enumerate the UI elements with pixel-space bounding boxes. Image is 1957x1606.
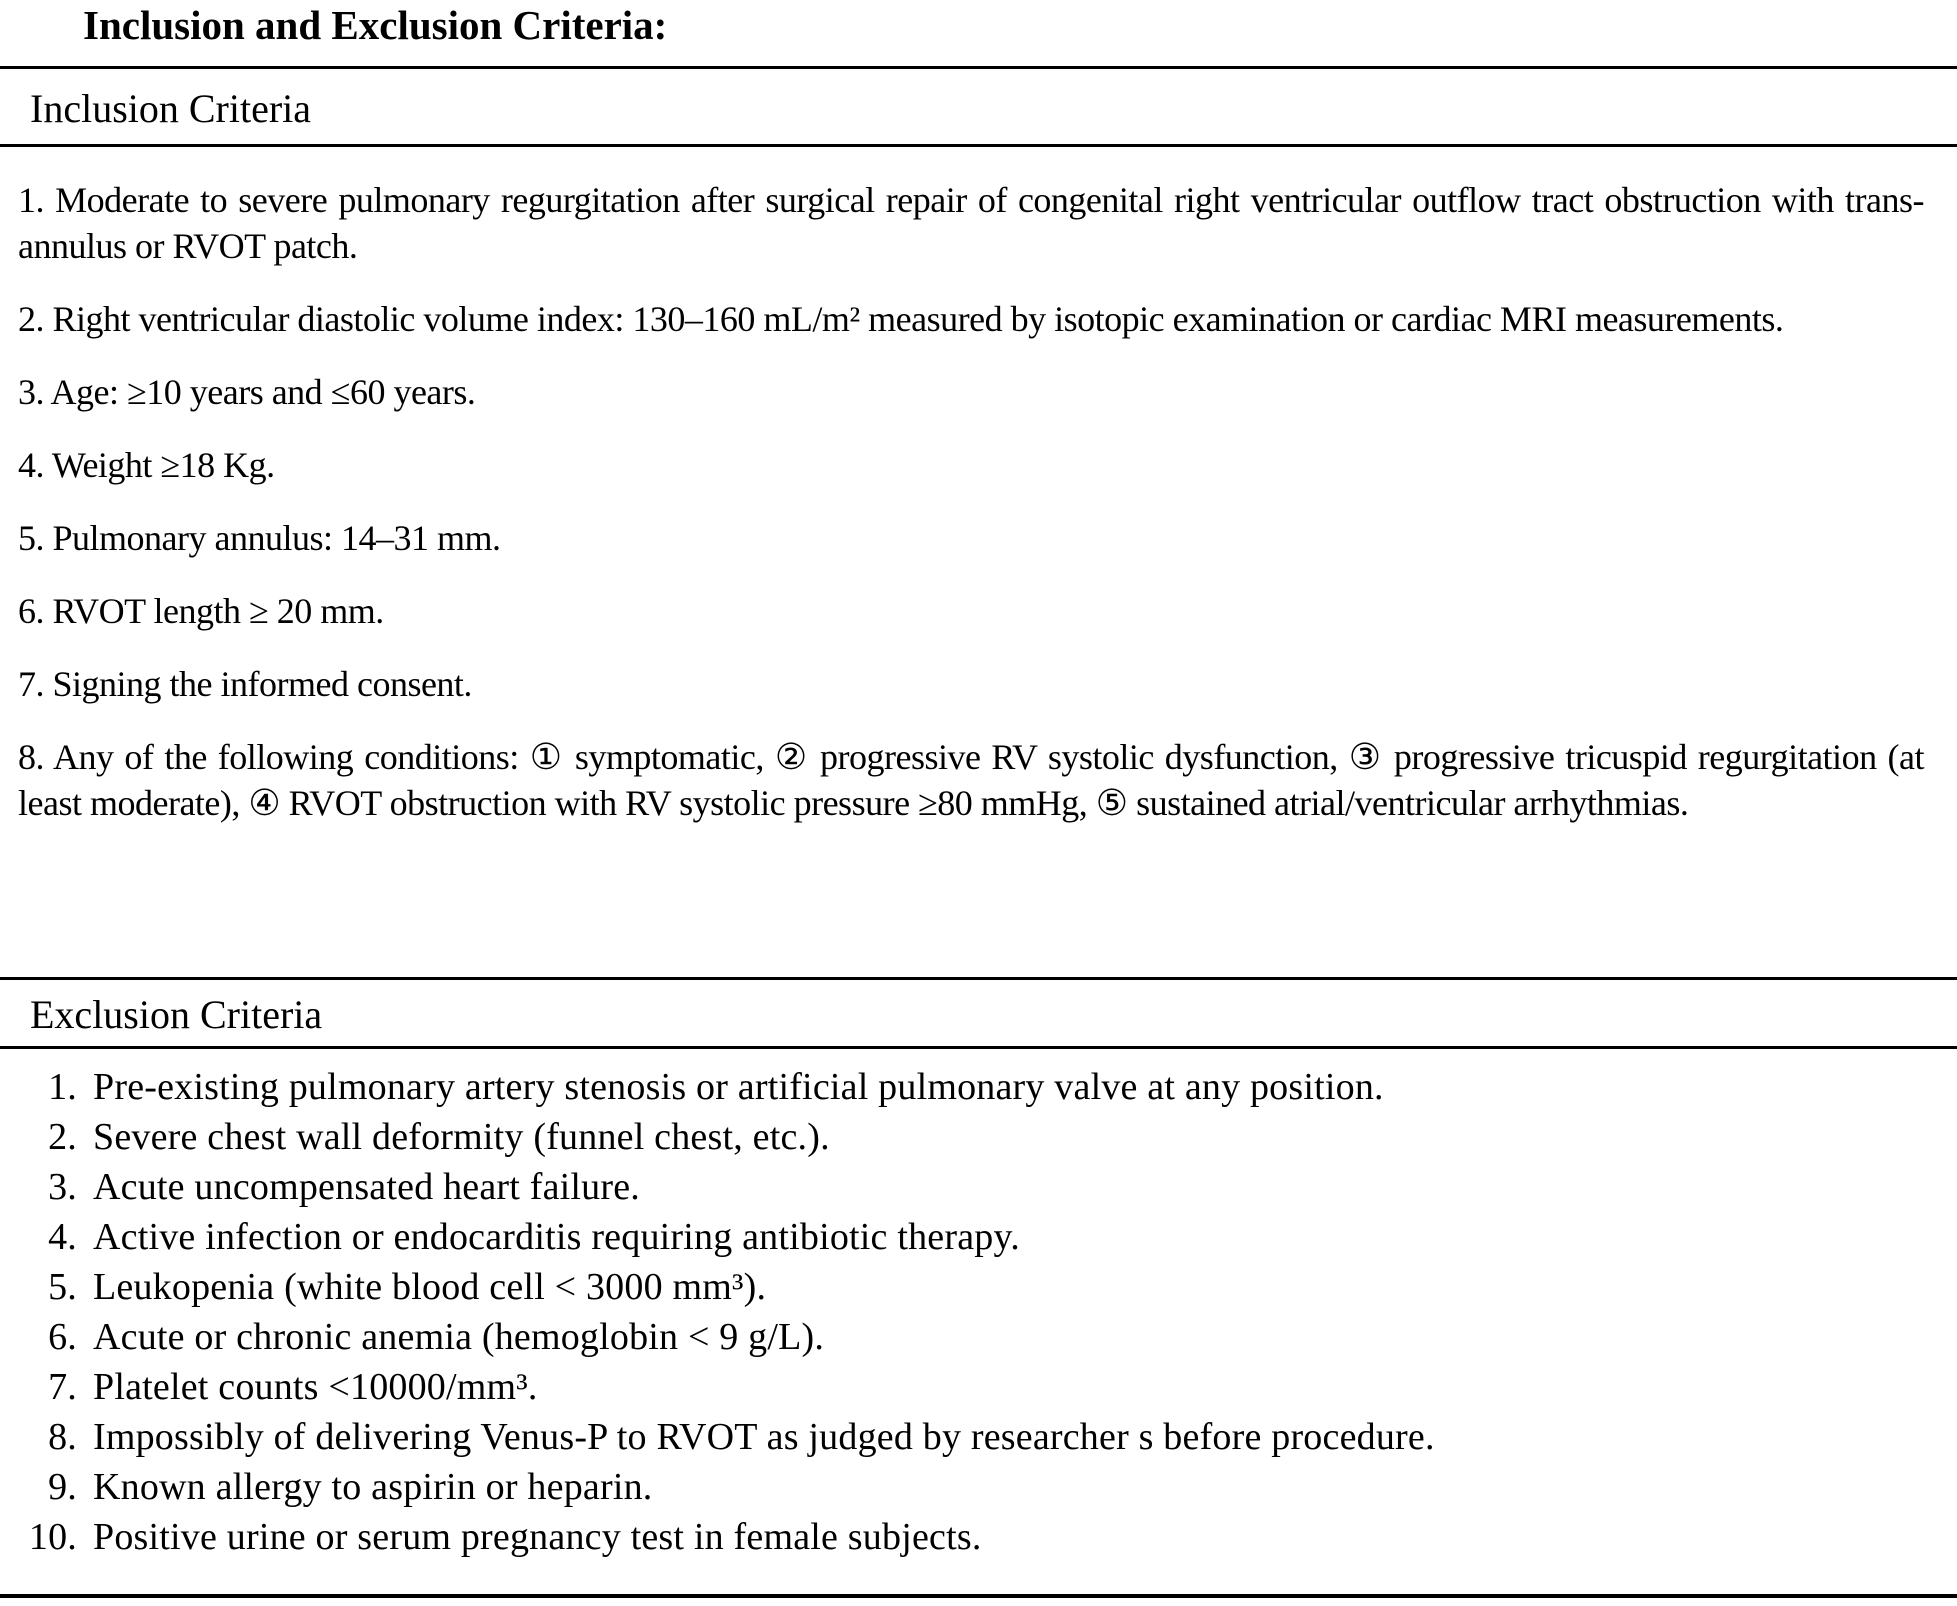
exclusion-item-10 [20,1512,1927,1562]
exclusion-item-1 [20,1062,1927,1112]
exclusion-item-number: 8. [48,1416,77,1458]
inclusion-item-1: 1. Moderate to severe pulmonary regurgitation after surgical repair of congenital right ventricular outflow tract obstruction with trans-annulus or RVOT patch. [18,180,1924,266]
exclusion-item-number: 6. [48,1316,77,1358]
exclusion-item-number: 3. [48,1166,77,1208]
inclusion-item-7: 7. Signing the informed consent. [18,664,472,704]
exclusion-item-text: Acute or chronic anemia (hemoglobin < 9 g/L). [93,1316,825,1358]
exclusion-item-number: 5. [48,1266,77,1308]
exclusion-item-9 [20,1462,1927,1512]
inclusion-item-4: 4. Weight ≥18 Kg. [18,445,275,485]
exclusion-item-8 [20,1412,1927,1462]
exclusion-item-text: Acute uncompensated heart failure. [93,1166,641,1208]
exclusion-item-number: 7. [48,1366,77,1408]
inclusion-item-6: 6. RVOT length ≥ 20 mm. [18,591,384,631]
exclusion-item-text: Platelet counts <10000/mm³. [93,1366,538,1408]
exclusion-item-5 [20,1262,1927,1312]
exclusion-item-number: 9. [48,1466,77,1508]
inclusion-item-2: 2. Right ventricular diastolic volume index: 130–160 mL/m² measured by isotopic examination or cardiac MRI measurements. [18,299,1784,339]
inclusion-item-3: 3. Age: ≥10 years and ≤60 years. [18,372,476,412]
exclusion-item-3 [20,1162,1927,1212]
exclusion-item-number: 4. [48,1216,77,1258]
exclusion-item-text: Leukopenia (white blood cell < 3000 mm³). [93,1266,767,1308]
exclusion-item-number: 1. [48,1066,77,1108]
exclusion-item-text: Pre-existing pulmonary artery stenosis or artificial pulmonary valve at any position. [93,1066,1384,1108]
exclusion-section-header: Exclusion Criteria [30,991,323,1037]
exclusion-item-6 [20,1312,1927,1362]
inclusion-item-5: 5. Pulmonary annulus: 14–31 mm. [18,518,501,558]
exclusion-item-number: 2. [48,1116,77,1158]
exclusion-item-text: Severe chest wall deformity (funnel chest, etc.). [93,1116,830,1158]
exclusion-item-text: Impossibly of delivering Venus-P to RVOT as judged by researcher s before procedure. [93,1416,1435,1458]
inclusion-section-header: Inclusion Criteria [30,86,312,131]
inclusion-list [0,147,1957,977]
exclusion-item-number: 10. [28,1516,77,1558]
exclusion-item-text: Known allergy to aspirin or heparin. [93,1466,653,1508]
table-title: Inclusion and Exclusion Criteria: [83,2,668,48]
exclusion-item-4 [20,1212,1927,1262]
exclusion-item-7 [20,1362,1927,1412]
inclusion-item-8: 8. Any of the following conditions: ① symptomatic, ② progressive RV systolic dysfunction, ③ progressive tricuspid regurgitation (at least moderate), ④ RVOT obstruction with RV systolic pressure ≥80 mmHg, ⑤ sustained atrial/ventricular arrhythmias. [18,737,1924,823]
table-bottom-border [0,1594,1957,1598]
exclusion-item-2 [20,1112,1927,1162]
exclusion-list [0,1049,1957,1594]
exclusion-item-text: Active infection or endocarditis requiring antibiotic therapy. [93,1216,1020,1258]
exclusion-item-text: Positive urine or serum pregnancy test in female subjects. [93,1516,982,1558]
